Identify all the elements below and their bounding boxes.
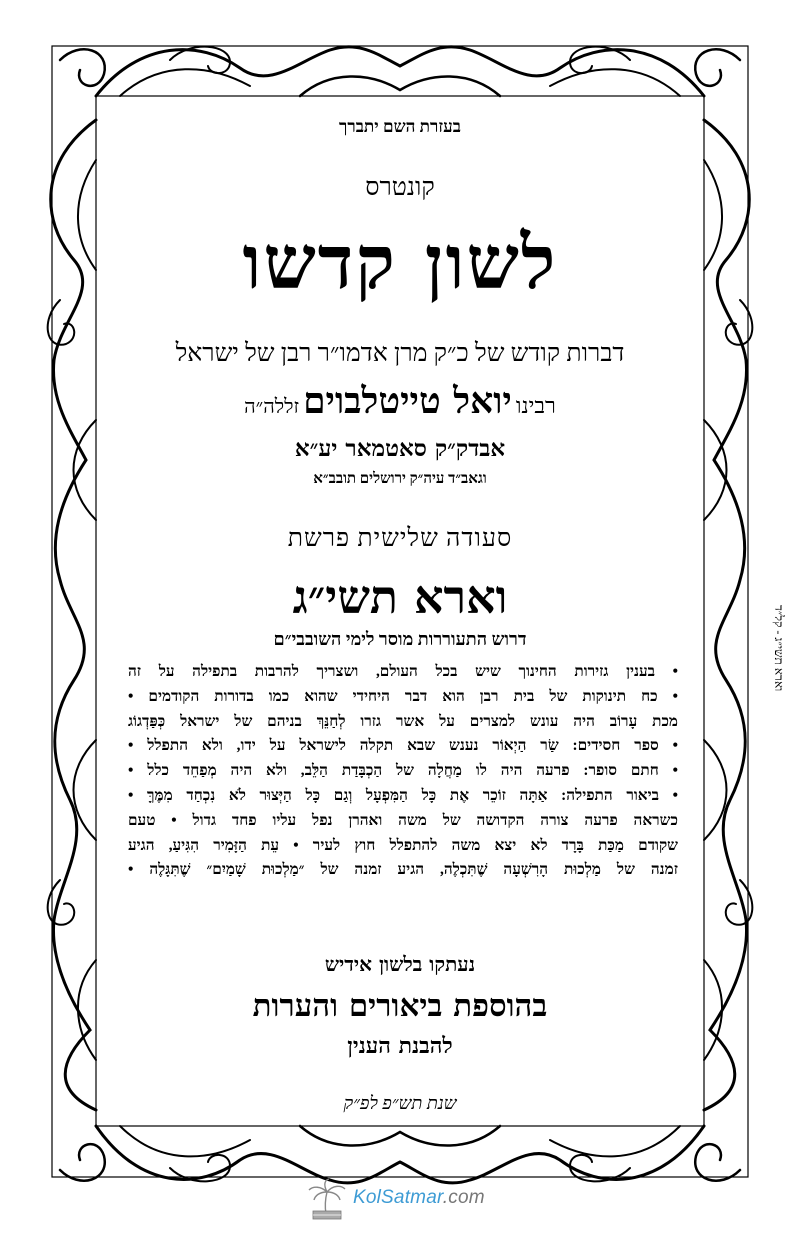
subject-line: דרוש התעוררות מוסר לימי השובבי״ם: [273, 629, 527, 649]
list-item: • כח תינוקות של בית רבן הוא דבר היחידי שהוא כמו בדורות הקודמים •: [128, 687, 678, 705]
list-item: • ספר חסידים: שַׂר הַיְאוֹר נענש שבא תקלה לישראל על ידו, ולא התפלל •: [128, 737, 678, 755]
list-item: • חתם סופר: פרעה היה לו מַחֲלָה של הַכְבָּדַת הַלֵּב, ולא היה מְפַחֵד כלל •: [128, 762, 678, 780]
rabbi-name: יואל טייטלבוים: [303, 380, 512, 422]
topics-list: [128, 660, 678, 883]
page-title: לשון קדשו: [242, 220, 558, 306]
additions-line: בהוספת ביאורים והערות: [252, 988, 548, 1024]
blessing-heading: בעזרת השם יתברך: [339, 117, 461, 136]
parsha-year: וארא תשי״ג: [292, 570, 508, 624]
list-item: כשראה פרעה צורה הקדושה של משה ואהרן נפל עליו פחד גדול • טעם: [128, 811, 678, 829]
rabbi-prefix: רבינו: [515, 393, 556, 418]
author-line: דברות קודש של כ״ק מרן אדמו״ר רבן של ישראל: [175, 340, 625, 367]
rabbi-line: [0, 381, 800, 429]
year-line: שנת תש״פ לפ״ק: [343, 1093, 457, 1113]
rabbi-suffix: זללה״ה: [244, 396, 300, 418]
palm-tree-icon: [305, 1178, 349, 1220]
logo-text: KolSatmar.com: [353, 1187, 485, 1208]
list-item: שקודם מַכַּת בָּרָד לא יצא משה להתפלל חוץ לעיר • עֵת הַזָּמִיר הִגִּיעַ, הגיע: [128, 836, 678, 854]
side-note: וארא תשי״ג - קל״ד: [772, 605, 786, 692]
translated-line: נעתקו בלשון אידיש: [324, 952, 476, 976]
rabbi-title-1: אבדק״ק סאטמאר יע״א: [294, 435, 506, 462]
list-item: זמנה של מַלְכוּת הָרִשְׁעָה שֶׁתִּכְלֶה, הגיע זמנה של ״מַלְכוּת שָׁמַיִם״ שֶׁתִּגָּלֶה •: [128, 861, 678, 879]
list-item: • ביאור התפילה: אַתָּה זוֹכֵר אֶת כָּל הַמִּפְעָל וְגַם כָּל הַיְּצוּר לֹא נִכְחַד מִמֶּךָּ •: [128, 786, 678, 804]
kuntres-label: קונטרס: [365, 174, 435, 201]
list-item: • בענין גזירות החינוך שיש בכל העולם, ושצריך להרבות בתפילה על זה: [128, 663, 678, 680]
meal-heading: סעודה שלישית פרשת: [287, 525, 513, 552]
kolsatmar-logo: [305, 1178, 505, 1220]
purpose-line: להבנת הענין: [347, 1033, 453, 1059]
list-item: מכת עָרוֹב היה עונש למצרים על אשר גזרו לְחַנֵּךְ בניהם של ישראל כְּפַּדְגוֹג: [128, 712, 678, 730]
rabbi-title-2: וגאב״ד עיה״ק ירושלים תובב״א: [313, 471, 487, 487]
